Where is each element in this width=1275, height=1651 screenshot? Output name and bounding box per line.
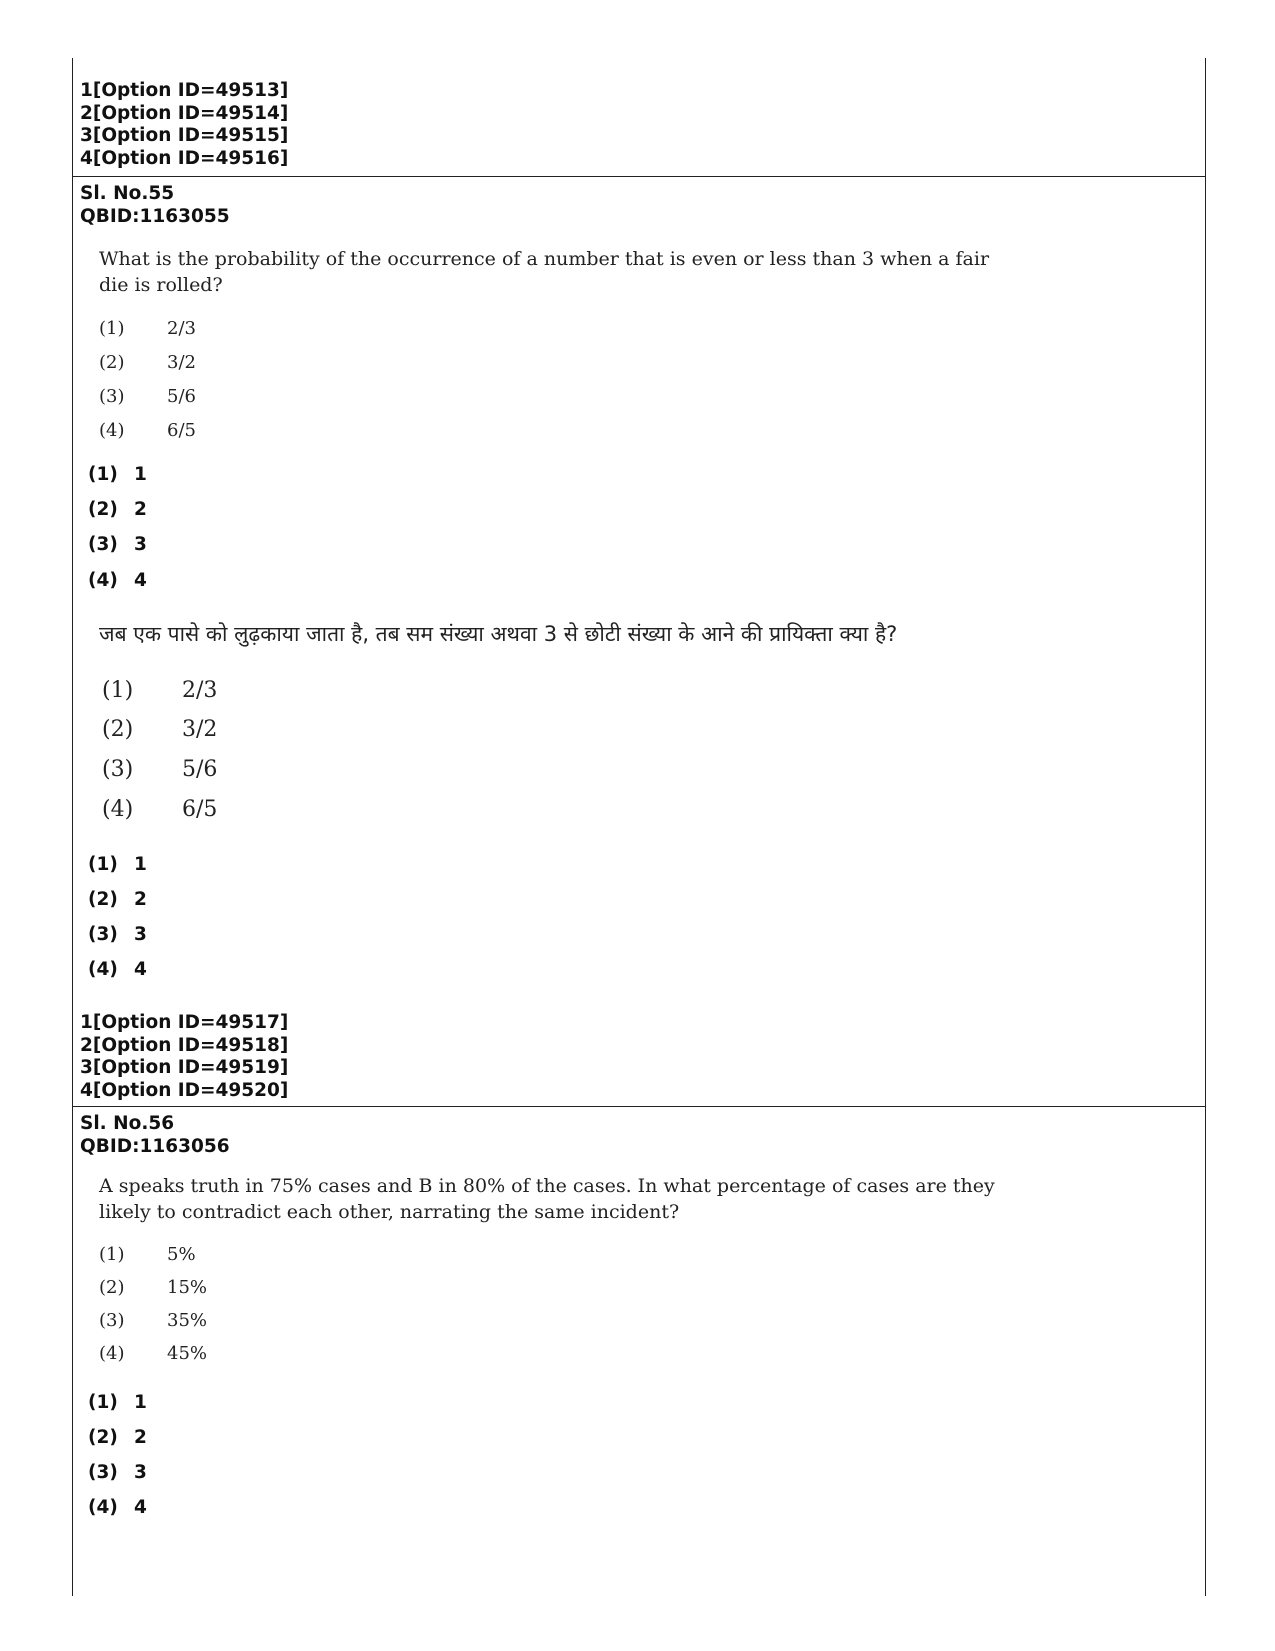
question-line: likely to contradict each other, narrating the same incident? [99, 1201, 680, 1223]
q55-question-hi: जब एक पासे को लुढ़काया जाता है, तब सम संख्या अथवा 3 से छोटी संख्या के आने की प्रायिक्ता क्या है? [99, 622, 898, 646]
option-id-line: 2[Option ID=49518] [80, 1034, 289, 1056]
option-id-line: 2[Option ID=49514] [80, 102, 289, 124]
divider-q56 [72, 1106, 1206, 1107]
divider-q55 [72, 176, 1206, 177]
q56-question-en [99, 1173, 1019, 1225]
option-id-line: 1[Option ID=49517] [80, 1012, 289, 1033]
top-option-ids [80, 80, 288, 170]
question-line: die is rolled? [99, 274, 223, 296]
option-id-line: 4[Option ID=49520] [80, 1079, 289, 1101]
serial-number: Sl. No.55 [80, 183, 175, 204]
option-id-line: 3[Option ID=49519] [80, 1057, 289, 1079]
q56-header [80, 1112, 230, 1158]
option-id-line: 3[Option ID=49515] [80, 125, 289, 147]
q55-question-en [99, 246, 1019, 298]
q55-option-ids [80, 1012, 288, 1102]
qbid: QBID:1163056 [80, 1136, 230, 1157]
option-id-line: 1[Option ID=49513] [80, 80, 289, 101]
question-line: A speaks truth in 75% cases and B in 80% of the cases. In what percentage of cases are they [99, 1175, 995, 1197]
q55-header [80, 182, 230, 228]
question-line: What is the probability of the occurrence of a number that is even or less than 3 when a fair [99, 248, 990, 270]
qbid: QBID:1163055 [80, 206, 230, 227]
serial-number: Sl. No.56 [80, 1113, 175, 1134]
option-id-line: 4[Option ID=49516] [80, 147, 289, 169]
